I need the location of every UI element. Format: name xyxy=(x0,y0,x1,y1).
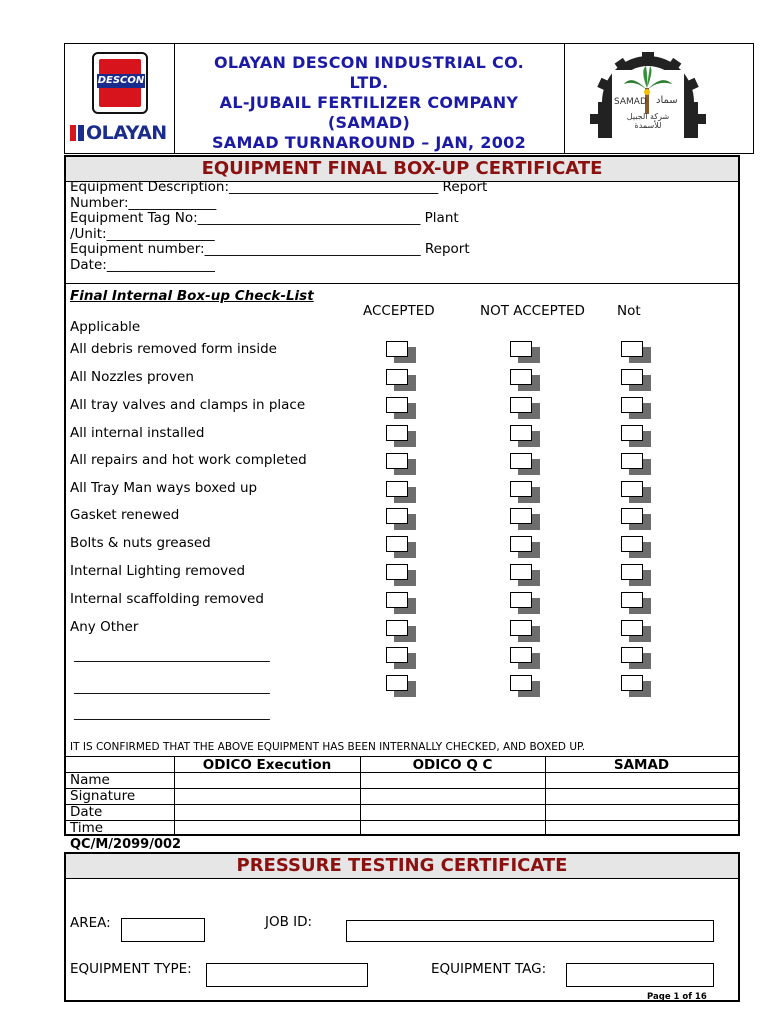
info-line-4: /Unit:________________ xyxy=(70,226,215,242)
checkbox-not-applicable[interactable] xyxy=(621,564,651,586)
checkbox-frame xyxy=(621,536,643,552)
checkbox-not-accepted[interactable] xyxy=(510,425,540,447)
descon-logo xyxy=(92,52,148,114)
applicable-label: Applicable xyxy=(70,319,141,335)
checkbox-not-accepted[interactable] xyxy=(510,481,540,503)
checkbox-not-applicable[interactable] xyxy=(621,592,651,614)
checkbox-frame xyxy=(621,369,643,385)
signoff-row-time: Time xyxy=(70,820,104,836)
info-line-2: Number:_____________ xyxy=(70,195,217,211)
checkbox-frame xyxy=(386,647,408,663)
checkbox-accepted[interactable] xyxy=(386,536,416,558)
area-field[interactable] xyxy=(121,918,205,942)
checkbox-accepted[interactable] xyxy=(386,564,416,586)
checkbox-frame xyxy=(510,341,532,357)
checkbox-frame xyxy=(510,620,532,636)
checkbox-frame xyxy=(386,620,408,636)
checkbox-not-accepted[interactable] xyxy=(510,397,540,419)
checkbox-accepted[interactable] xyxy=(386,341,416,363)
checkbox-frame xyxy=(621,592,643,608)
checkbox-not-accepted[interactable] xyxy=(510,536,540,558)
checkbox-not-applicable[interactable] xyxy=(621,425,651,447)
checkbox-not-applicable[interactable] xyxy=(621,397,651,419)
info-line-5: Equipment number:________________________________ Report xyxy=(70,241,470,257)
pressure-title: PRESSURE TESTING CERTIFICATE xyxy=(66,854,738,879)
checkbox-frame xyxy=(510,508,532,524)
company-line-5: SAMAD TURNAROUND – JAN, 2002 xyxy=(211,133,527,152)
checklist-blank-line[interactable]: _____________________________ xyxy=(74,705,270,721)
confirmation-text: IT IS CONFIRMED THAT THE ABOVE EQUIPMENT HAS BEEN INTERNALLY CHECKED, AND BOXED UP. xyxy=(70,741,586,753)
checkbox-accepted[interactable] xyxy=(386,675,416,697)
checkbox-not-applicable[interactable] xyxy=(621,453,651,475)
checklist-item-label: All Tray Man ways boxed up xyxy=(70,480,258,496)
checklist-heading: Final Internal Box-up Check-List xyxy=(70,288,314,304)
info-line-1: Equipment Description:_______________________________ Report xyxy=(70,179,488,195)
col-not-accepted: NOT ACCEPTED xyxy=(480,303,585,319)
checkbox-accepted[interactable] xyxy=(386,481,416,503)
signoff-head-execution: ODICO Execution xyxy=(202,757,332,773)
checkbox-accepted[interactable] xyxy=(386,397,416,419)
checkbox-frame xyxy=(386,369,408,385)
checkbox-not-accepted[interactable] xyxy=(510,647,540,669)
checkbox-not-applicable[interactable] xyxy=(621,341,651,363)
checkbox-frame xyxy=(621,647,643,663)
checklist-item-label: All Nozzles proven xyxy=(70,369,194,385)
checkbox-frame xyxy=(386,508,408,524)
samad-logo xyxy=(584,52,712,148)
checklist-item-label: All internal installed xyxy=(70,425,205,441)
checklist-blank-line[interactable]: _____________________________ xyxy=(74,679,270,695)
signoff-row-signature: Signature xyxy=(70,788,136,804)
checkbox-accepted[interactable] xyxy=(386,592,416,614)
checkbox-frame xyxy=(621,481,643,497)
samad-logo-ar: سماد xyxy=(656,95,678,106)
checkbox-frame xyxy=(621,620,643,636)
equipment-type-label: EQUIPMENT TYPE: xyxy=(70,961,192,977)
checkbox-frame xyxy=(510,397,532,413)
samad-logo-en: SAMAD xyxy=(614,97,647,107)
checkbox-not-applicable[interactable] xyxy=(621,369,651,391)
signoff-head-qc: ODICO Q C xyxy=(412,757,493,773)
checkbox-frame xyxy=(510,675,532,691)
checkbox-frame xyxy=(621,341,643,357)
checkbox-not-applicable[interactable] xyxy=(621,675,651,697)
checkbox-frame xyxy=(510,425,532,441)
checkbox-not-accepted[interactable] xyxy=(510,341,540,363)
checkbox-accepted[interactable] xyxy=(386,369,416,391)
checkbox-not-accepted[interactable] xyxy=(510,592,540,614)
checkbox-frame xyxy=(386,481,408,497)
checkbox-accepted[interactable] xyxy=(386,425,416,447)
checkbox-frame xyxy=(621,564,643,580)
checkbox-frame xyxy=(386,341,408,357)
header-divider-right xyxy=(564,43,565,154)
company-line-1: OLAYAN DESCON INDUSTRIAL CO. xyxy=(213,53,525,72)
company-line-3: AL-JUBAIL FERTILIZER COMPANY xyxy=(219,93,519,112)
checkbox-not-accepted[interactable] xyxy=(510,620,540,642)
signoff-row-2 xyxy=(66,788,738,789)
checklist-item-label: All debris removed form inside xyxy=(70,341,277,357)
checkbox-frame xyxy=(510,453,532,469)
checklist-item-label: All repairs and hot work completed xyxy=(70,452,307,468)
info-line-6: Date:________________ xyxy=(70,257,215,273)
descon-logo-text: DESCON xyxy=(97,75,145,86)
area-label: AREA: xyxy=(70,915,111,931)
company-line-2: LTD. xyxy=(349,73,389,92)
checkbox-frame xyxy=(510,369,532,385)
info-line-3: Equipment Tag No:_________________________________ Plant xyxy=(70,210,459,226)
job-id-field[interactable] xyxy=(346,920,714,942)
checkbox-not-accepted[interactable] xyxy=(510,508,540,530)
document-code: QC/M/2099/002 xyxy=(70,837,182,852)
signoff-row-date: Date xyxy=(70,804,103,820)
col-not-applicable: Not xyxy=(617,303,641,319)
checkbox-frame xyxy=(386,453,408,469)
checkbox-frame xyxy=(621,425,643,441)
checkbox-frame xyxy=(510,647,532,663)
checkbox-frame xyxy=(386,564,408,580)
checkbox-frame xyxy=(510,536,532,552)
checkbox-frame xyxy=(510,564,532,580)
checkbox-accepted[interactable] xyxy=(386,453,416,475)
signoff-row-4 xyxy=(66,820,738,821)
signoff-row-name: Name xyxy=(70,772,110,788)
checkbox-frame xyxy=(386,536,408,552)
checkbox-frame xyxy=(386,425,408,441)
checkbox-not-accepted[interactable] xyxy=(510,675,540,697)
checkbox-frame xyxy=(386,675,408,691)
checklist-item-label: Internal Lighting removed xyxy=(70,563,246,579)
checklist-item-label: Internal scaffolding removed xyxy=(70,591,264,607)
checklist-item-label: Gasket renewed xyxy=(70,507,180,523)
checkbox-frame xyxy=(621,675,643,691)
equipment-tag-label: EQUIPMENT TAG: xyxy=(431,961,547,977)
certificate-title: EQUIPMENT FINAL BOX-UP CERTIFICATE xyxy=(66,157,738,182)
samad-logo-ar2: شركة الجبيل للأسمدة xyxy=(626,112,670,130)
signoff-head-samad: SAMAD xyxy=(613,757,670,773)
checklist-blank-line[interactable]: _____________________________ xyxy=(74,647,270,663)
checkbox-not-accepted[interactable] xyxy=(510,564,540,586)
checkbox-accepted[interactable] xyxy=(386,620,416,642)
equipment-type-field[interactable] xyxy=(206,963,368,987)
checkbox-frame xyxy=(510,592,532,608)
checkbox-not-applicable[interactable] xyxy=(621,620,651,642)
checkbox-not-accepted[interactable] xyxy=(510,369,540,391)
company-line-4: (SAMAD) xyxy=(327,113,411,132)
job-id-label: JOB ID: xyxy=(265,914,313,930)
col-accepted: ACCEPTED xyxy=(363,303,435,319)
checkbox-accepted[interactable] xyxy=(386,508,416,530)
info-divider xyxy=(66,283,738,284)
checkbox-not-applicable[interactable] xyxy=(621,481,651,503)
checkbox-frame xyxy=(386,592,408,608)
checkbox-frame xyxy=(386,397,408,413)
signoff-row-3 xyxy=(66,804,738,805)
checklist-item-label: Any Other xyxy=(70,619,139,635)
checkbox-frame xyxy=(621,397,643,413)
equipment-tag-field[interactable] xyxy=(566,963,714,987)
checkbox-not-applicable[interactable] xyxy=(621,508,651,530)
checklist-item-label: Bolts & nuts greased xyxy=(70,535,211,551)
checklist-item-label: All tray valves and clamps in place xyxy=(70,397,306,413)
checkbox-frame xyxy=(510,481,532,497)
checkbox-accepted[interactable] xyxy=(386,647,416,669)
checkbox-frame xyxy=(621,508,643,524)
checkbox-frame xyxy=(621,453,643,469)
olayan-logo xyxy=(70,120,170,146)
checkbox-not-applicable[interactable] xyxy=(621,647,651,669)
checkbox-not-accepted[interactable] xyxy=(510,453,540,475)
checkbox-not-applicable[interactable] xyxy=(621,536,651,558)
olayan-logo-text: OLAYAN xyxy=(86,122,167,144)
page-number: Page 1 of 16 xyxy=(647,992,707,1002)
